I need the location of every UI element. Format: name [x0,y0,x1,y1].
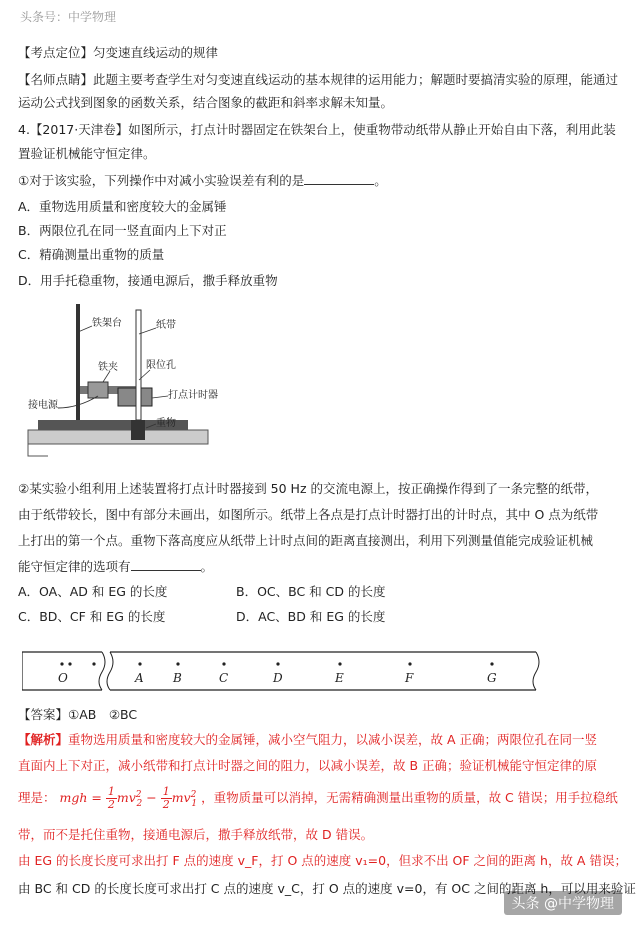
q2-end: 。 [200,559,214,574]
option2-b: B．OC、BC 和 CD 的长度 [236,584,386,599]
exam-point-line: 【考点定位】匀变速直线运动的规律 [18,45,219,60]
label-weight: 重物 [156,418,176,429]
tape-label-f: F [405,671,414,685]
tape-label-o: O [58,671,68,685]
energy-formula: mgh = $\frac{1}{2}$ $mv^2_2$ − $\frac{1}{2}$ $mv^2_1$ [59,785,198,812]
explanation-line-3 [18,780,626,819]
label-hole: 限位孔 [146,360,176,371]
part-2-line-3: 上打出的第一个点。重物下落高度应从纸带上计时点间的距离直接测出，利用下列测量值能完成验证机械 [18,533,594,548]
explanation-line-6: 由 BC 和 CD 的长度长度可求出打 C 点的速度 v_C，打 O 点的速度 v=0，有 OC 之间的距离 h，可以用来验证 [18,881,636,896]
option2-a: A．OA、AD 和 EG 的长度 [18,584,168,599]
answer-line: 【答案】①AB ②BC [18,707,138,722]
option-b: B．两限位孔在同一竖直面内上下对正 [18,223,227,238]
explanation-line-2: 直面内上下对正，减小纸带和打点计时器之间的阻力，以减小误差，故 B 正确；验证机械能守恒定律的原 [18,758,598,773]
question-4-part-1 [18,172,626,190]
tape-label-b: B [173,671,182,685]
answer-blank [304,172,374,185]
part-2-line-4 [18,558,626,576]
option-a: A．重物选用质量和密度较大的金属锤 [18,199,227,214]
term-1: mv [116,790,136,806]
q1-text: ①对于该实验，下列操作中对减小实验误差有利的是 [18,173,305,188]
explanation-text-3: ，重物质量可以消掉，无需精确测量出重物的质量，故 C 错误；用手拉稳纸 [201,790,618,806]
question-4-line-2: 置验证机械能守恒定律。 [18,146,156,161]
explanation-line-4: 带，而不是托住重物，接通电源后，撒手释放纸带，故 D 错误。 [18,827,374,842]
option2-d: D．AC、BD 和 EG 的长度 [236,609,386,624]
paper-tape-figure [22,648,548,694]
part-2-line-1: ②某实验小组利用上述装置将打点计时器接到 50 Hz 的交流电源上，按正确操作得到了一条完整的纸带， [18,481,598,496]
term-2: mv [171,790,191,806]
explanation-prefix: 理是： [18,790,56,806]
option-c: C．精确测量出重物的质量 [18,247,165,262]
question-4-line-1: 4.【2017·天津卷】如图所示，打点计时器固定在铁架台上，使重物带动纸带从静止开始自由下落，利用此装 [18,122,616,137]
fraction-1: $\frac{1}{2}$ [107,785,115,812]
option2-c: C．BD、CF 和 EG 的长度 [18,609,166,624]
label-tape: 纸带 [156,320,176,331]
q2-text: 能守恒定律的选项有 [18,559,131,574]
option-d: D．用手托稳重物，接通电源后，撒手释放重物 [18,273,278,288]
label-power: 接电源 [28,400,58,411]
label-timer: 打点计时器 [168,390,218,401]
part-2-line-2: 由于纸带较长，图中有部分未画出，如图所示。纸带上各点是打点计时器打出的计时点，其中 O 点为纸带 [18,507,599,522]
explanation-label: 【解析】 [18,732,69,747]
formula-lhs: mgh = [59,790,102,806]
label-clamp: 铁夹 [98,362,118,373]
teacher-tip-line-1: 【名师点睛】此题主要考查学生对匀变速直线运动的基本规律的运用能力；解题时要搞清实验的原理，能通过 [18,72,619,87]
explanation-line-5: 由 EG 的长度长度可求出打 F 点的速度 v_F，打 O 点的速度 v₁=0，但求不出 OF 之间的距离 h，故 A 错误； [18,853,627,868]
tape-label-e: E [335,671,344,685]
answer-blank-2 [131,558,201,571]
q1-end: 。 [374,173,387,188]
tape-label-g: G [487,671,497,685]
watermark: 头条 @中学物理 [504,891,622,915]
formula-minus: − [146,790,157,806]
apparatus-figure [18,296,248,466]
label-stand: 铁架台 [92,318,122,329]
explanation-line-1 [18,731,626,749]
tape-label-d: D [273,671,283,685]
header-source: 头条号：中学物理 [20,10,117,24]
teacher-tip-line-2: 运动公式找到图象的函数关系，结合图象的截距和斜率求解未知量。 [18,95,394,110]
fraction-2: $\frac{1}{2}$ [162,785,170,812]
tape-label-c: C [219,671,229,685]
explanation-text-1: 重物选用质量和密度较大的金属锤，减小空气阻力，以减小误差，故 A 正确；两限位孔在同一竖 [68,732,598,747]
tape-label-a: A [135,671,144,685]
